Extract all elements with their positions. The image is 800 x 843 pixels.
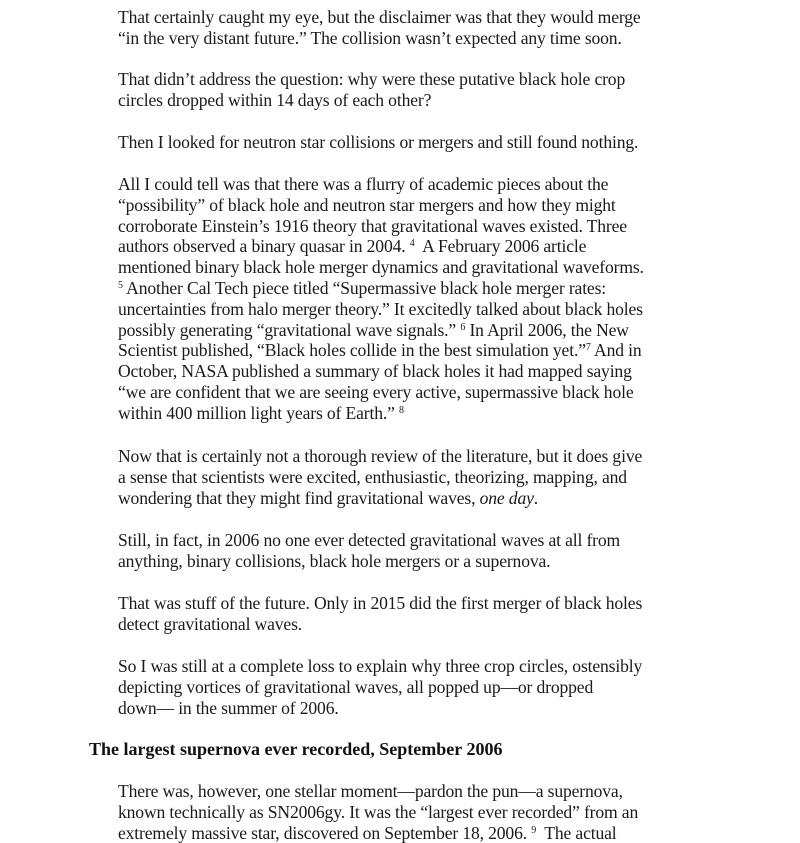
text-line [118,488,698,509]
text-line: depicting vortices of gravitational waves, all popped up—or dropped [118,676,594,697]
text-line: “we are confident that we are seeing every active, supermassive black hole [118,381,634,402]
text-line [118,236,698,257]
footnote-ref-7[interactable]: 7 [585,342,591,354]
text-line: a sense that scientists were excited, enthusiastic, theorizing, mapping, and [118,466,627,487]
paragraph-4 [118,174,698,424]
text-segment: The actual [544,822,617,843]
text-line: Now that is certainly not a thorough review of the literature, but it does give [118,446,643,466]
text-line: uncertainties from halo merger theory.” It excitedly talked about black holes [118,298,643,319]
paragraph-8 [118,656,698,718]
text-segment: possibly generating “gravitational wave signals.” [118,319,457,340]
text-segment: wondering that they might find gravitational waves, [118,487,476,508]
text-segment: within 400 million light years of Earth.” [118,402,395,423]
text-line: “in the very distant future.” The collision wasn’t expected any time soon. [118,27,622,48]
paragraph-5 [118,446,698,508]
text-line [118,278,698,299]
text-line: There was, however, one stellar moment—pardon the pun—a supernova, [118,781,623,801]
text-segment: A February 2006 article [422,236,587,257]
text-line: That didn’t address the question: why were these putative black hole crop [118,69,626,89]
paragraph-3 [118,132,698,153]
text-line: down— in the summer of 2006. [118,697,339,718]
text-line [118,823,698,843]
text-segment: Scientist published, “Black holes collide in the best simulation yet.” [118,340,586,361]
text-segment: In April 2006, the New [469,319,629,340]
footnote-ref-9[interactable]: 9 [531,824,537,836]
emphasis-text: one day [479,487,534,508]
text-line [118,403,698,424]
section-heading: The largest supernova ever recorded, September 2006 [89,739,503,759]
text-line: So I was still at a complete loss to explain why three crop circles, ostensibly [118,656,643,676]
paragraph-6 [118,530,698,572]
text-line: corroborate Einstein’s 1916 theory that gravitational waves existed. Three [118,215,627,236]
text-segment: extremely massive star, discovered on September 18, 2006. [118,822,527,843]
text-segment: . [533,487,538,508]
text-line: “possibility” of black hole and neutron star mergers and how they might [118,194,616,215]
text-line: That certainly caught my eye, but the disclaimer was that they would merge [118,7,641,27]
text-line: circles dropped within 14 days of each other? [118,89,432,110]
text-segment: authors observed a binary quasar in 2004. [118,236,406,257]
text-line: October, NASA published a summary of black holes it had mapped saying [118,361,632,382]
paragraph-9 [118,781,698,843]
text-line [118,320,698,341]
text-line [118,340,698,361]
text-line: Then I looked for neutron star collisions or mergers and still found nothing. [118,132,639,152]
paragraph-1 [118,7,698,49]
text-line: detect gravitational waves. [118,613,303,634]
text-segment: And in [594,340,642,361]
text-line: anything, binary collisions, black hole mergers or a supernova. [118,550,551,571]
text-line: All I could tell was that there was a flurry of academic pieces about the [118,174,609,194]
footnote-ref-8[interactable]: 8 [399,404,404,416]
text-line: Still, in fact, in 2006 no one ever detected gravitational waves at all from [118,530,621,550]
text-line: mentioned binary black hole merger dynamics and gravitational waveforms. [118,257,644,278]
paragraph-2 [118,69,698,111]
paragraph-7 [118,593,698,635]
footnote-ref-6[interactable]: 6 [460,321,466,333]
footnote-ref-4[interactable]: 4 [409,238,415,250]
text-segment: Another Cal Tech piece titled “Supermassive black hole merger rates: [126,277,607,298]
footnote-ref-5[interactable]: 5 [118,279,123,291]
text-line: That was stuff of the future. Only in 2015 did the first merger of black holes [118,593,643,613]
text-line: known technically as SN2006gy. It was the “largest ever recorded” from an [118,801,639,822]
